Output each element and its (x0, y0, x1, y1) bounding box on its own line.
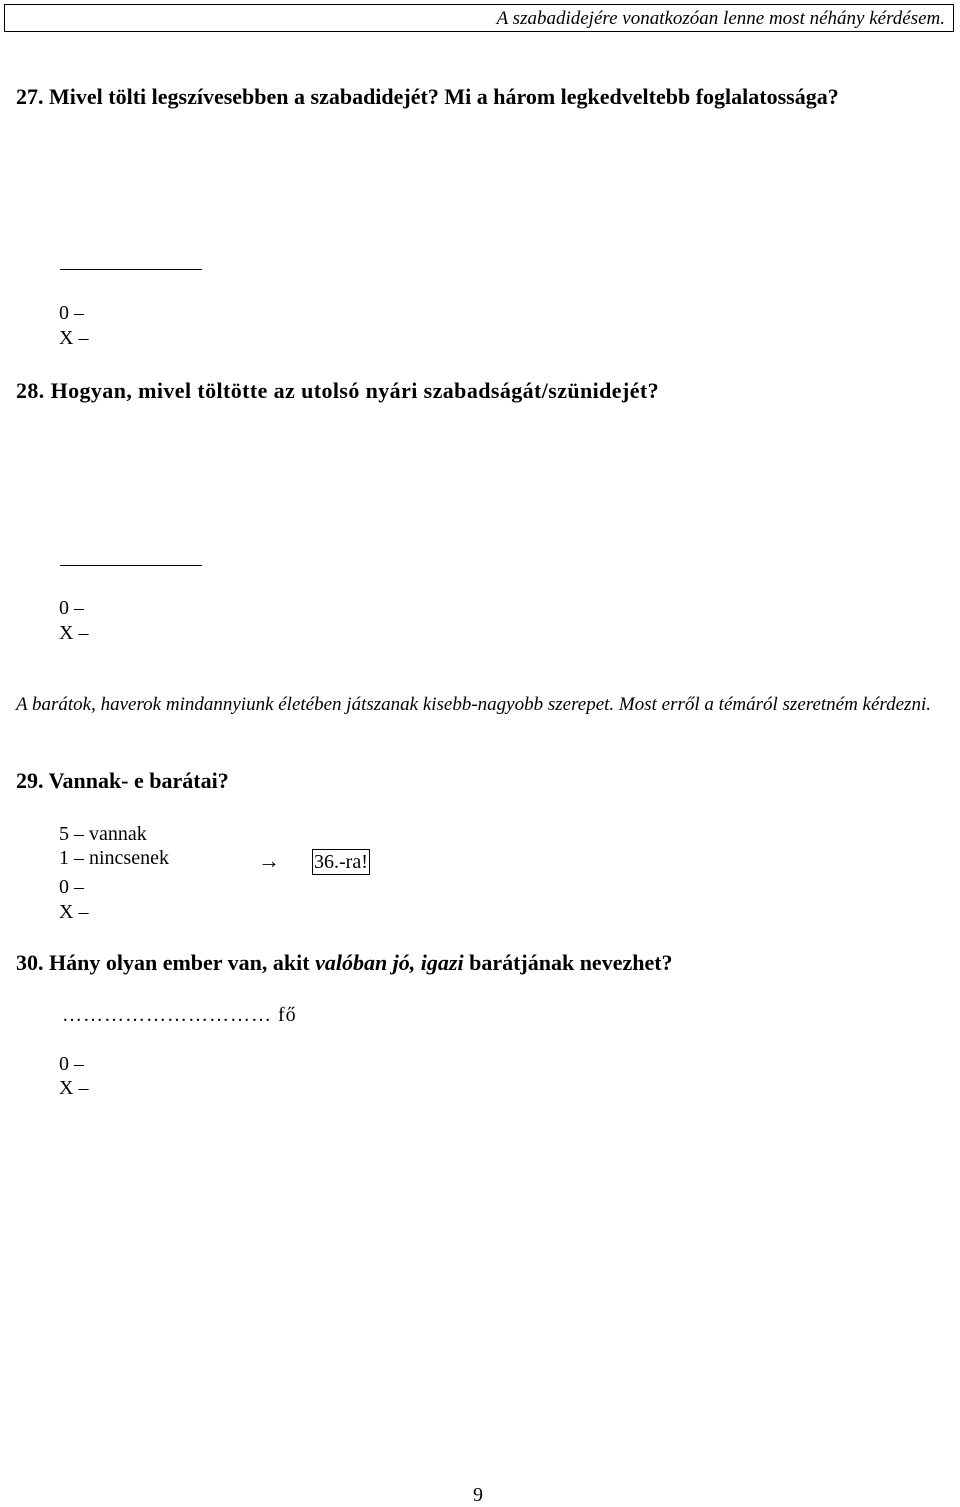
question-29: 29. Vannak- e barátai? (16, 768, 229, 793)
code-zero-28[interactable]: 0 – (59, 597, 84, 619)
code-zero-27[interactable]: 0 – (59, 302, 84, 324)
skip-instruction: 36.-ra! (314, 851, 368, 873)
question-30-prefix: 30. Hány olyan ember van, akit (16, 950, 316, 975)
skip-arrow-icon: → (258, 848, 280, 873)
code-x-27[interactable]: X – (59, 327, 89, 349)
friends-intro: A barátok, haverok mindannyiunk életében játszanak kisebb-nagyobb szerepet. Most erről a témáról szeretném kérdezni. (16, 694, 931, 715)
code-zero-30[interactable]: 0 – (59, 1053, 84, 1075)
question-30-suffix: barátjának nevezhet? (463, 950, 673, 975)
page-number: 9 (473, 1484, 483, 1506)
question-28: 28. Hogyan, mivel töltötte az utolsó nyári szabadságát/szünidejét? (16, 378, 659, 403)
section-header: A szabadidejére vonatkozóan lenne most néhány kérdésem. (496, 8, 945, 29)
code-x-30[interactable]: X – (59, 1077, 89, 1099)
code-x-28[interactable]: X – (59, 622, 89, 644)
question-30-emphasis: valóban jó, igazi (315, 950, 464, 975)
question-27: 27. Mivel tölti legszívesebben a szabadidejét? Mi a három legkedveltebb foglalatossága? (16, 84, 839, 109)
answer-line-27[interactable] (60, 269, 202, 270)
option-nincsenek[interactable]: 1 – nincsenek (59, 847, 169, 869)
answer-line-28[interactable] (60, 565, 202, 566)
question-30 (16, 950, 673, 976)
code-zero-29[interactable]: 0 – (59, 876, 84, 898)
code-x-29[interactable]: X – (59, 901, 89, 923)
header-box (4, 4, 954, 32)
option-vannak[interactable]: 5 – vannak (59, 823, 147, 845)
count-answer-field[interactable]: ………………………… fő (62, 1004, 297, 1026)
